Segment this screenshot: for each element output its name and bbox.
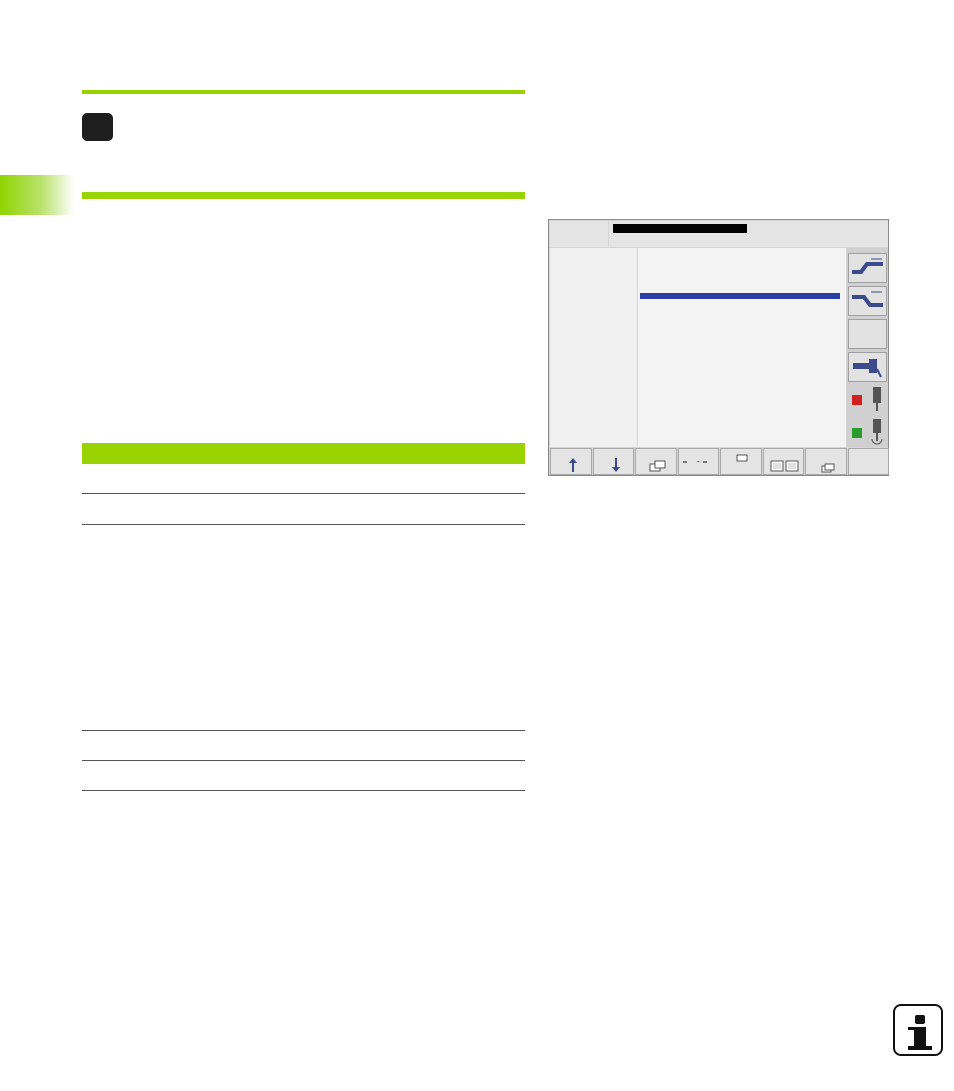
- softkey-select: [635, 448, 677, 475]
- softkey-select-type: [720, 448, 762, 475]
- screen-softkey-row: [550, 448, 889, 475]
- softkey-last-files: [805, 448, 847, 475]
- side-softkey-4: [848, 352, 887, 382]
- screen-file-list: [638, 248, 846, 447]
- coolant-icon: [849, 353, 886, 381]
- side-label-0: [852, 395, 862, 405]
- screen-drive-tree: [550, 248, 637, 447]
- info-icon: [893, 1004, 943, 1056]
- table-row: [82, 562, 525, 602]
- screen-filename-field: [613, 224, 747, 233]
- arrow-up-icon: [568, 458, 578, 472]
- screen-side-softkeys: [847, 248, 888, 447]
- table-row: [82, 761, 525, 791]
- side-softkey-2: [848, 286, 887, 316]
- side-label-i: [852, 428, 862, 438]
- green-rule-bottom: [82, 192, 525, 199]
- softkey-page-down: [593, 448, 635, 475]
- softkey-window: [763, 448, 805, 475]
- table-row: [82, 525, 525, 557]
- table-row: [82, 494, 525, 525]
- spindle-icon: [870, 387, 884, 413]
- softkey-copy: [678, 448, 720, 475]
- copy-from-label: [683, 461, 687, 463]
- last-files-icon: [821, 463, 835, 473]
- table-row: [82, 658, 525, 698]
- path-right-icon: [849, 287, 886, 315]
- section-tab-highlight: [0, 175, 74, 215]
- table-row: [82, 464, 525, 494]
- arrow-down-icon: [611, 458, 621, 472]
- softkey-end: [848, 448, 890, 475]
- side-softkey-5: [848, 385, 887, 415]
- copy-to-label: [703, 461, 707, 463]
- pgm-mgt-key-icon: [82, 113, 113, 141]
- window-layout-icon: [770, 460, 800, 472]
- table-header: [82, 443, 525, 464]
- side-softkey-1: [848, 253, 887, 283]
- file-info-table: [82, 443, 525, 791]
- screen-title-box: [609, 221, 888, 247]
- select-type-icon: [736, 454, 748, 462]
- table-row: [82, 731, 525, 761]
- side-softkey-6: [848, 418, 887, 446]
- spindle-on-icon: [870, 419, 884, 445]
- path-left-icon: [849, 254, 886, 282]
- select-files-icon: [648, 460, 668, 472]
- softkey-page-up: [550, 448, 592, 475]
- screen-mode-box: [550, 221, 608, 247]
- file-manager-screenshot: [548, 219, 889, 476]
- copy-arrow-icon: →: [696, 459, 700, 465]
- side-softkey-3: [848, 319, 887, 349]
- table-row: [82, 610, 525, 650]
- table-row-group-status: [82, 525, 525, 731]
- screen-column-header: [640, 293, 840, 299]
- green-rule-top: [82, 90, 525, 94]
- table-row: [82, 706, 525, 726]
